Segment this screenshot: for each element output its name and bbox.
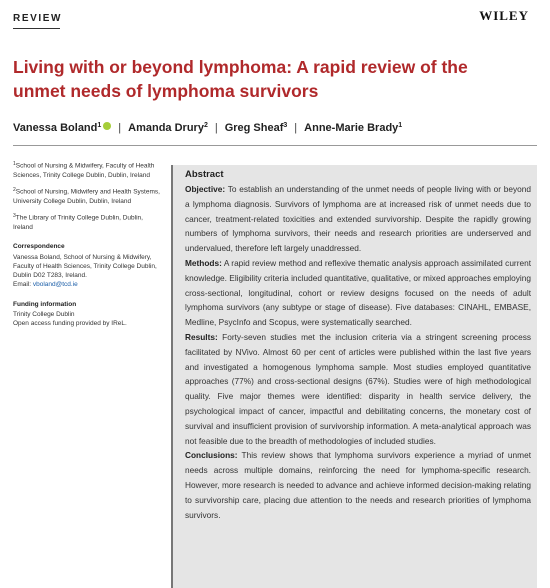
author-affiliation-sup: 1	[97, 122, 102, 129]
section-text: Forty-seven studies met the inclusion criteria via a stringent screening process facilitated by NVivo. Almost 60 per cent of articles were published within the last five years and investigated a homogenous lymphoma sample. Most studies employed quantitative approaches (77%) and cross-sectional designs (67%). Studies were of high methodological quality. Five major themes were identified: disparity in health service delivery, the psychological impact of cancer, impactful and debilitating concerns, the monetary cost of survival and insufficient provision of survivorship information. A meta-analytical approach was not feasible due to the breadth of methodologies of included studies.	[185, 331, 531, 446]
correspondence-text: Vanessa Boland, School of Nursing & Midwifery, Faculty of Health Sciences, Trinity College Dublin, Dublin D02 T283, Ireland.	[13, 253, 157, 280]
section-text: To establish an understanding of the unmet needs of people living with or beyond a lymphoma diagnosis. Survivors of lymphoma are at increased risk of unmet needs due to cancer, treatment-related toxicities and extended survivorship. Despite the rapidly growing numbers of lymphoma survivors, their needs and research priorities are underserved and undervalued, therefore left largely unaddressed.	[185, 184, 531, 254]
affiliation-sup: 2	[13, 187, 16, 194]
affiliation-sup: 3	[13, 213, 16, 220]
email-label: Email:	[13, 281, 32, 289]
section-text: A rapid review method and reflexive thematic analysis approach assimilated current knowledge. Eligibility criteria included quantitative, qualitative, or mixed approaches employing cross-sectional, longitudinal, cohort or review designs focused on the needs of adult lymphoma survivors (any subtype or stage of disease). Five databases: CINAHL, EMBASE, Medline, PsycInfo and Scopus, were systematically searched.	[185, 257, 531, 328]
publisher-logo: WILEY	[479, 8, 529, 23]
affiliation	[13, 186, 163, 206]
email-link[interactable]: vboland@tcd.ie	[32, 281, 78, 289]
abstract-objective	[185, 182, 531, 256]
abstract-methods	[185, 256, 531, 330]
affiliation-text: School of Nursing, Midwifery and Health Systems, University College Dublin, Dublin, Ireland	[13, 188, 160, 205]
section-label: REVIEW	[13, 13, 63, 24]
author-name[interactable]: Amanda Drury	[128, 122, 204, 134]
author-name[interactable]: Vanessa Boland	[13, 122, 98, 134]
funding-heading: Funding information	[13, 300, 77, 308]
affiliation	[13, 160, 163, 180]
correspondence-block	[13, 253, 163, 290]
affiliation	[13, 212, 163, 232]
affiliation-text: The Library of Trinity College Dublin, Dublin, Ireland	[13, 214, 143, 231]
section-text: This review shows that lymphoma survivors experience a myriad of unmet needs across multiple domains, reinforcing the need for lymphoma-specific research. However, more research is needed to advance and achieve informed decision-making relating to survivorship care, placing due attention to the needs and research priorities of lymphoma survivors.	[185, 450, 531, 520]
funding-line: Open access funding provided by IReL.	[13, 320, 127, 328]
section-label: Methods:	[185, 257, 222, 268]
funding-block	[13, 310, 163, 329]
orcid-icon[interactable]	[103, 122, 111, 130]
abstract-heading: Abstract	[185, 169, 224, 180]
author-affiliation-sup: 2	[203, 122, 208, 129]
abstract-box	[171, 165, 537, 588]
article-info-sidebar	[13, 160, 163, 335]
abstract-results	[185, 330, 531, 448]
abstract-conclusions	[185, 448, 531, 522]
section-label: Conclusions:	[185, 450, 238, 461]
author-separator: |	[294, 122, 298, 134]
author-separator: |	[118, 122, 122, 134]
header-divider	[13, 145, 537, 146]
section-label: Results:	[185, 331, 218, 342]
article-title: Living with or beyond lymphoma: A rapid review of the unmet needs of lymphoma survivors	[13, 57, 468, 101]
funding-line: Trinity College Dublin	[13, 311, 75, 319]
author-name[interactable]: Anne-Marie Brady	[304, 122, 399, 134]
author-name[interactable]: Greg Sheaf	[224, 122, 284, 134]
affiliation-text: School of Nursing & Midwifery, Faculty of Health Sciences, Trinity College Dublin, Dublin, Ireland	[13, 162, 155, 179]
correspondence-heading: Correspondence	[13, 243, 65, 251]
author-affiliation-sup: 1	[398, 122, 403, 129]
section-label: Objective:	[185, 184, 226, 194]
author-list	[13, 122, 543, 134]
section-label-underline	[13, 28, 60, 29]
affiliation-sup: 1	[13, 161, 16, 167]
author-separator: |	[214, 122, 218, 134]
author-affiliation-sup: 3	[283, 122, 288, 129]
